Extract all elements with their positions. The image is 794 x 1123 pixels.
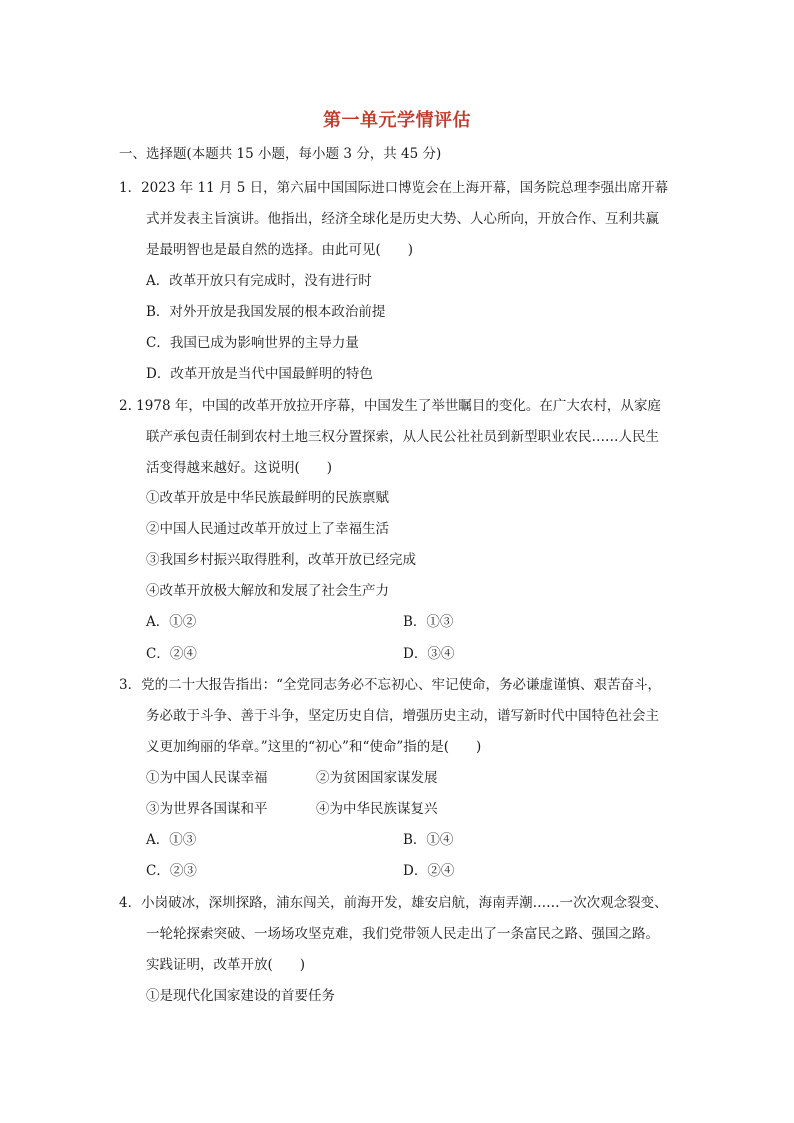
- q1-option-b: B．对外开放是我国发展的根本政治前提: [146, 304, 386, 320]
- q3-line1: 3．党的二十大报告指出：“全党同志务必不忘初心、牢记使命，务必谦虚谨慎、艰苦奋斗，: [119, 677, 661, 693]
- q2-line3: 活变得越来越好。这说明( ): [146, 460, 333, 476]
- q2-option-c: C．②④: [146, 646, 197, 662]
- q1-option-c: C．我国已成为影响世界的主导力量: [146, 335, 359, 351]
- q4-statement-1: ①是现代化国家建设的首要任务: [146, 988, 335, 1004]
- q1-line3: 是最明智也是最自然的选择。由此可见( ): [146, 242, 414, 258]
- q2-line1: 2. 1978 年，中国的改革开放拉开序幕，中国发生了举世瞩目的变化。在广大农村，从家庭: [119, 398, 661, 414]
- q3-option-a: A．①③: [146, 832, 197, 848]
- q3-option-c: C．②③: [146, 863, 197, 879]
- q1-option-a: A．改革开放只有完成时，没有进行时: [146, 273, 372, 289]
- page-title: 第一单元学情评估: [323, 110, 471, 131]
- q1-option-d: D．改革开放是当代中国最鲜明的特色: [146, 366, 373, 382]
- section-heading: 一、选择题(本题共 15 小题，每小题 3 分，共 45 分): [119, 146, 442, 162]
- q2-statement-1: ①改革开放是中华民族最鲜明的民族禀赋: [146, 490, 389, 506]
- q3-option-d: D．②④: [403, 863, 455, 879]
- q2-option-b: B．①③: [403, 614, 454, 630]
- q2-statement-2: ②中国人民通过改革开放过上了幸福生活: [146, 521, 389, 537]
- q3-line2: 务必敢于斗争、善于斗争，坚定历史自信，增强历史主动，谱写新时代中国特色社会主: [146, 708, 659, 724]
- q3-option-b: B．①④: [403, 832, 454, 848]
- q2-statement-4: ④改革开放极大解放和发展了社会生产力: [146, 583, 389, 599]
- q2-option-d: D．③④: [403, 646, 455, 662]
- q3-statement-4: ④为中华民族谋复兴: [316, 801, 438, 817]
- q3-statement-3: ③为世界各国谋和平: [146, 801, 268, 817]
- q2-statement-3: ③我国乡村振兴取得胜利，改革开放已经完成: [146, 552, 416, 568]
- q1-line1: 1．2023 年 11 月 5 日，第六届中国国际进口博览会在上海开幕，国务院总理李强出席开幕: [119, 180, 669, 196]
- q3-line3: 义更加绚丽的华章。”这里的“初心”和“使命”指的是( ): [146, 739, 482, 755]
- q4-line2: 一轮轮探索突破、一场场攻坚克难，我们党带领人民走出了一条富民之路、强国之路。: [146, 926, 659, 942]
- q2-option-a: A．①②: [146, 614, 197, 630]
- q4-line3: 实践证明，改革开放( ): [146, 957, 306, 973]
- q1-line2: 式并发表主旨演讲。他指出，经济全球化是历史大势、人心所向，开放合作、互利共赢: [146, 211, 659, 227]
- q3-statement-1: ①为中国人民谋幸福: [146, 770, 268, 786]
- q4-line1: 4．小岗破冰，深圳探路，浦东闯关，前海开发，雄安启航，海南弄潮……一次次观念裂变、: [119, 895, 668, 911]
- q2-line2: 联产承包责任制到农村土地三权分置探索，从人民公社社员到新型职业农民……人民生: [146, 429, 659, 445]
- q3-statement-2: ②为贫困国家谋发展: [316, 770, 438, 786]
